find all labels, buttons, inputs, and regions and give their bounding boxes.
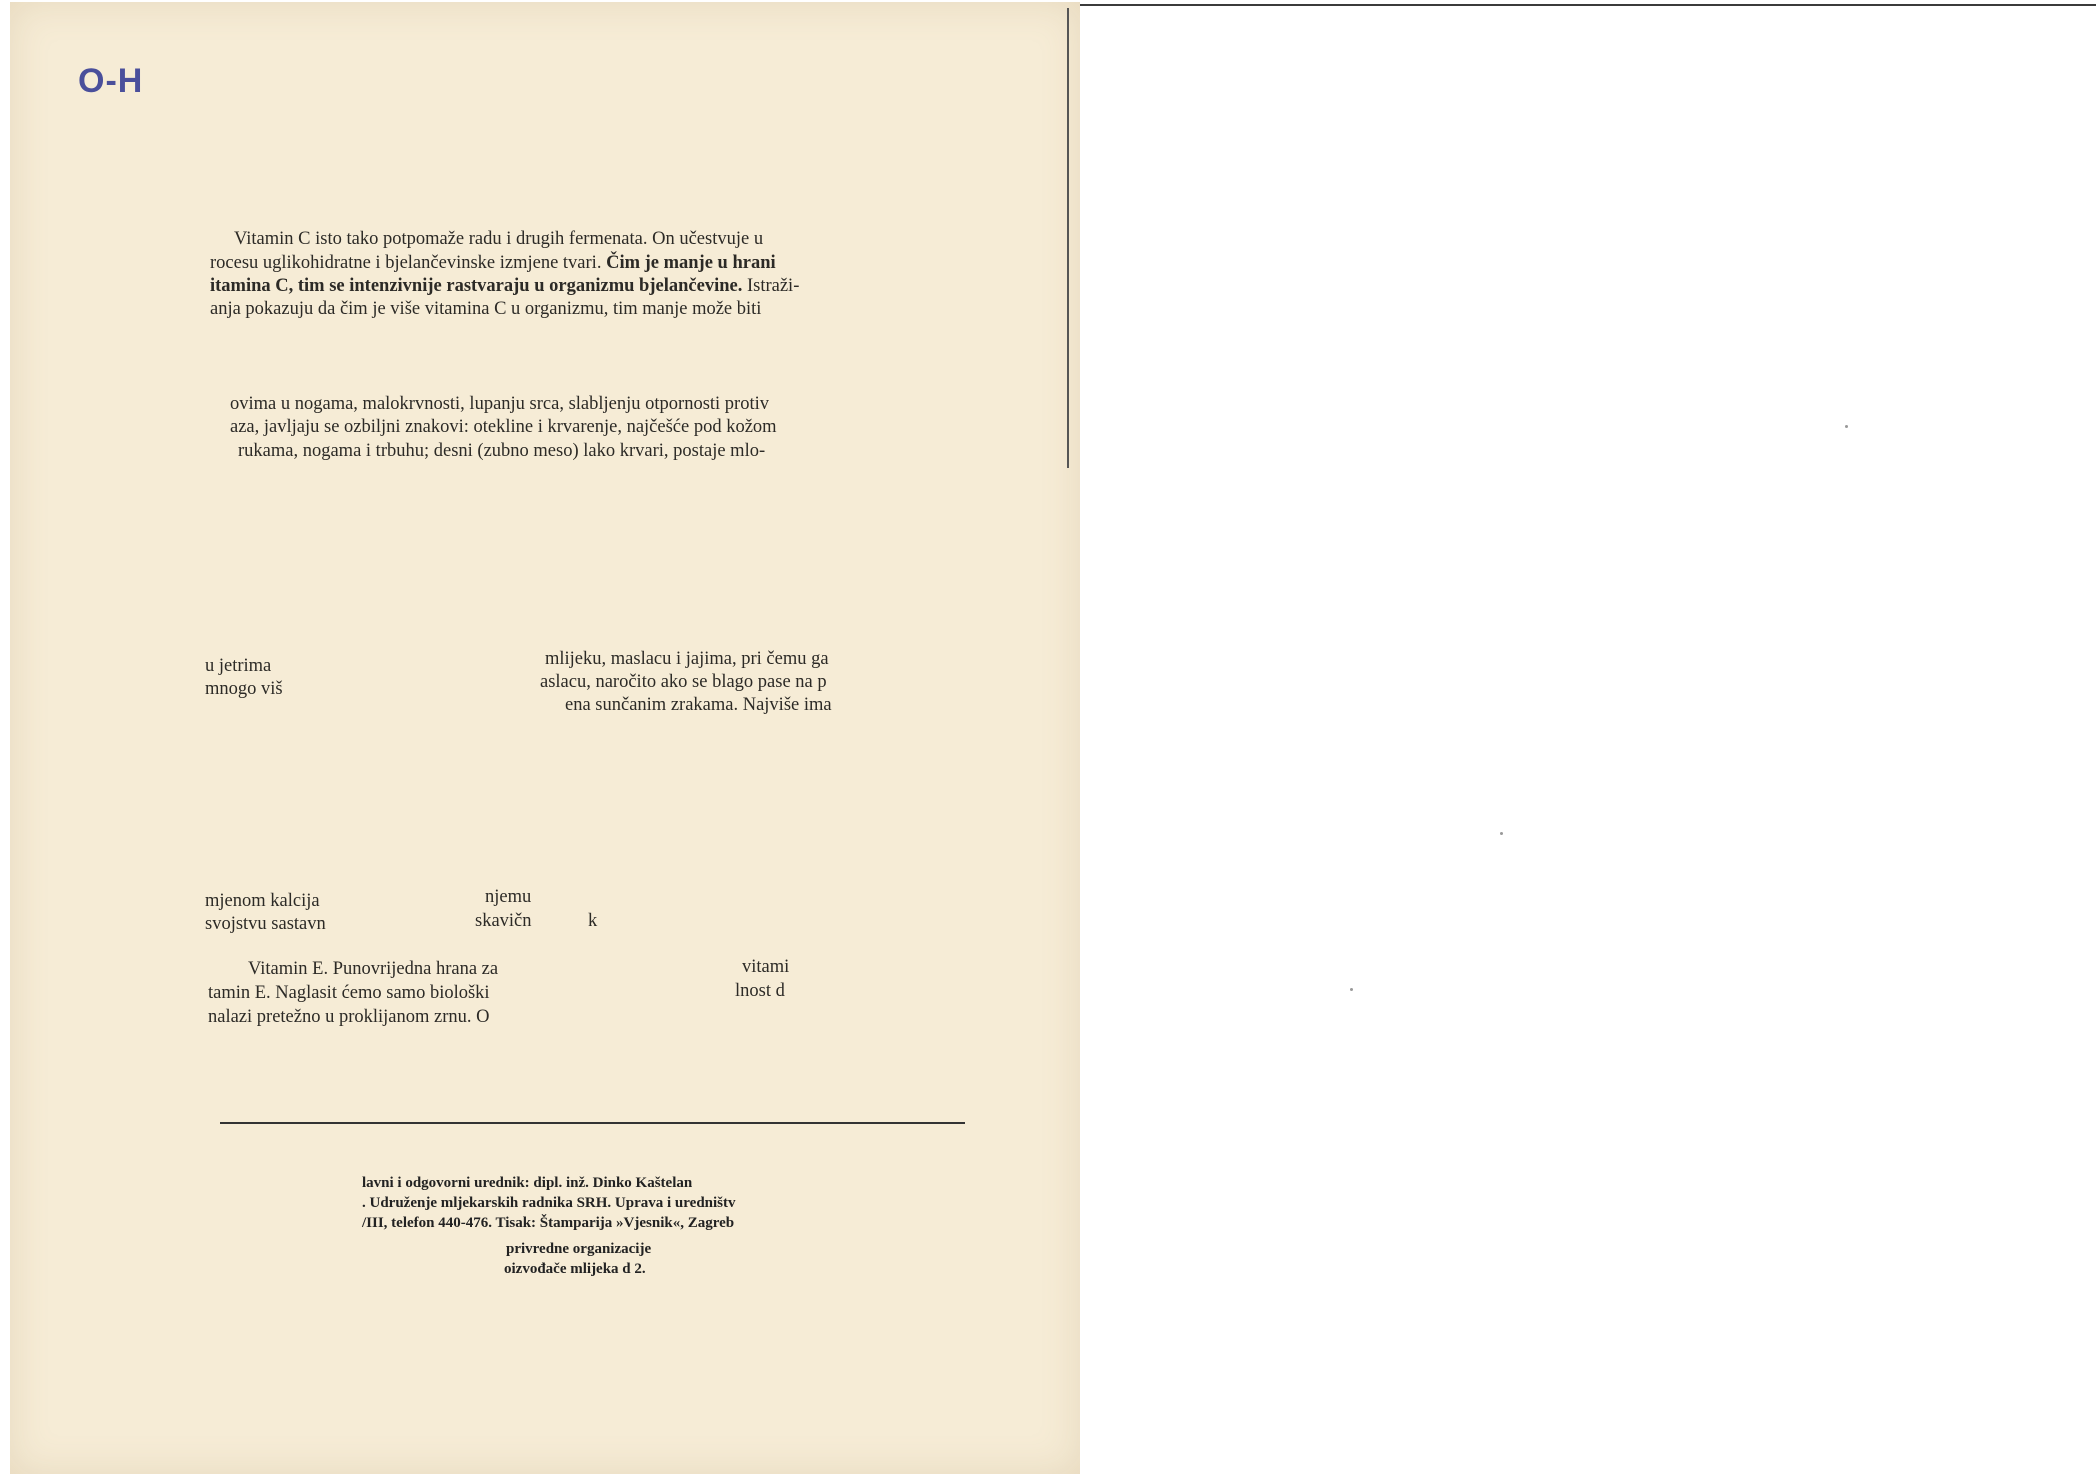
text-fragment: k <box>588 911 598 931</box>
text-fragment: u jetrima <box>205 656 272 676</box>
text-fragment: mjenom kalcija <box>205 891 320 911</box>
document-page <box>10 2 1080 1474</box>
text-line: ovima u nogama, malokrvnosti, lupanju srca, slabljenju otpornosti protiv <box>230 394 769 414</box>
text-line: nalazi pretežno u proklijanom zrnu. O <box>208 1007 490 1027</box>
scan-speck <box>1500 832 1503 835</box>
text-line: rocesu uglikohidratne i bjelančevinske izmjene tvari. Čim je manje u hrani <box>210 253 776 273</box>
text-fragment: svojstvu sastavn <box>205 914 326 934</box>
text-fragment: skavičn <box>475 911 532 931</box>
text-fragment: vitami <box>742 957 790 977</box>
text-fragment: aslacu, naročito ako se blago pase na p <box>540 672 827 692</box>
page-edge-shadow <box>1067 8 1069 468</box>
text-line: Vitamin C isto tako potpomaže radu i drugih fermenata. On učestvuje u <box>234 229 764 249</box>
text-fragment: mlijeku, maslacu i jajima, pri čemu ga <box>545 649 829 669</box>
text-fragment: mnogo viš <box>205 679 283 699</box>
scan-speck <box>1350 988 1353 991</box>
imprint-line: privredne organizacije <box>506 1241 652 1257</box>
footer-divider <box>220 1122 965 1124</box>
scanner-edge-line <box>1062 4 2096 6</box>
imprint-line: oizvođače mlijeka d 2. <box>504 1261 646 1277</box>
text-line: rukama, nogama i trbuhu; desni (zubno meso) lako krvari, postaje mlo- <box>238 441 766 461</box>
text-line: itamina C, tim se intenzivnije rastvaraju u organizmu bjelančevine. Istraži- <box>210 276 800 296</box>
text-line: Vitamin E. Punovrijedna hrana za <box>248 959 499 979</box>
text-fragment: ena sunčanim zrakama. Najviše ima <box>565 695 832 715</box>
text-fragment: lnost d <box>735 981 785 1001</box>
text-line: anja pokazuju da čim je više vitamina C u organizmu, tim manje može biti <box>210 299 762 319</box>
text-line: aza, javljaju se ozbiljni znakovi: otekline i krvarenje, najčešće pod kožom <box>230 417 777 437</box>
text-fragment: njemu <box>485 887 532 907</box>
imprint-line: . Udruženje mljekarskih radnika SRH. Uprava i uredništv <box>362 1195 736 1211</box>
text-line: tamin E. Naglasit ćemo samo biološki <box>208 983 490 1003</box>
scan-speck <box>1845 425 1848 428</box>
imprint-line: lavni i odgovorni urednik: dipl. inž. Dinko Kaštelan <box>362 1175 693 1191</box>
stamp-mark: O-H <box>78 62 144 100</box>
imprint-line: /III, telefon 440-476. Tisak: Štamparija »Vjesnik«, Zagreb <box>362 1215 735 1231</box>
